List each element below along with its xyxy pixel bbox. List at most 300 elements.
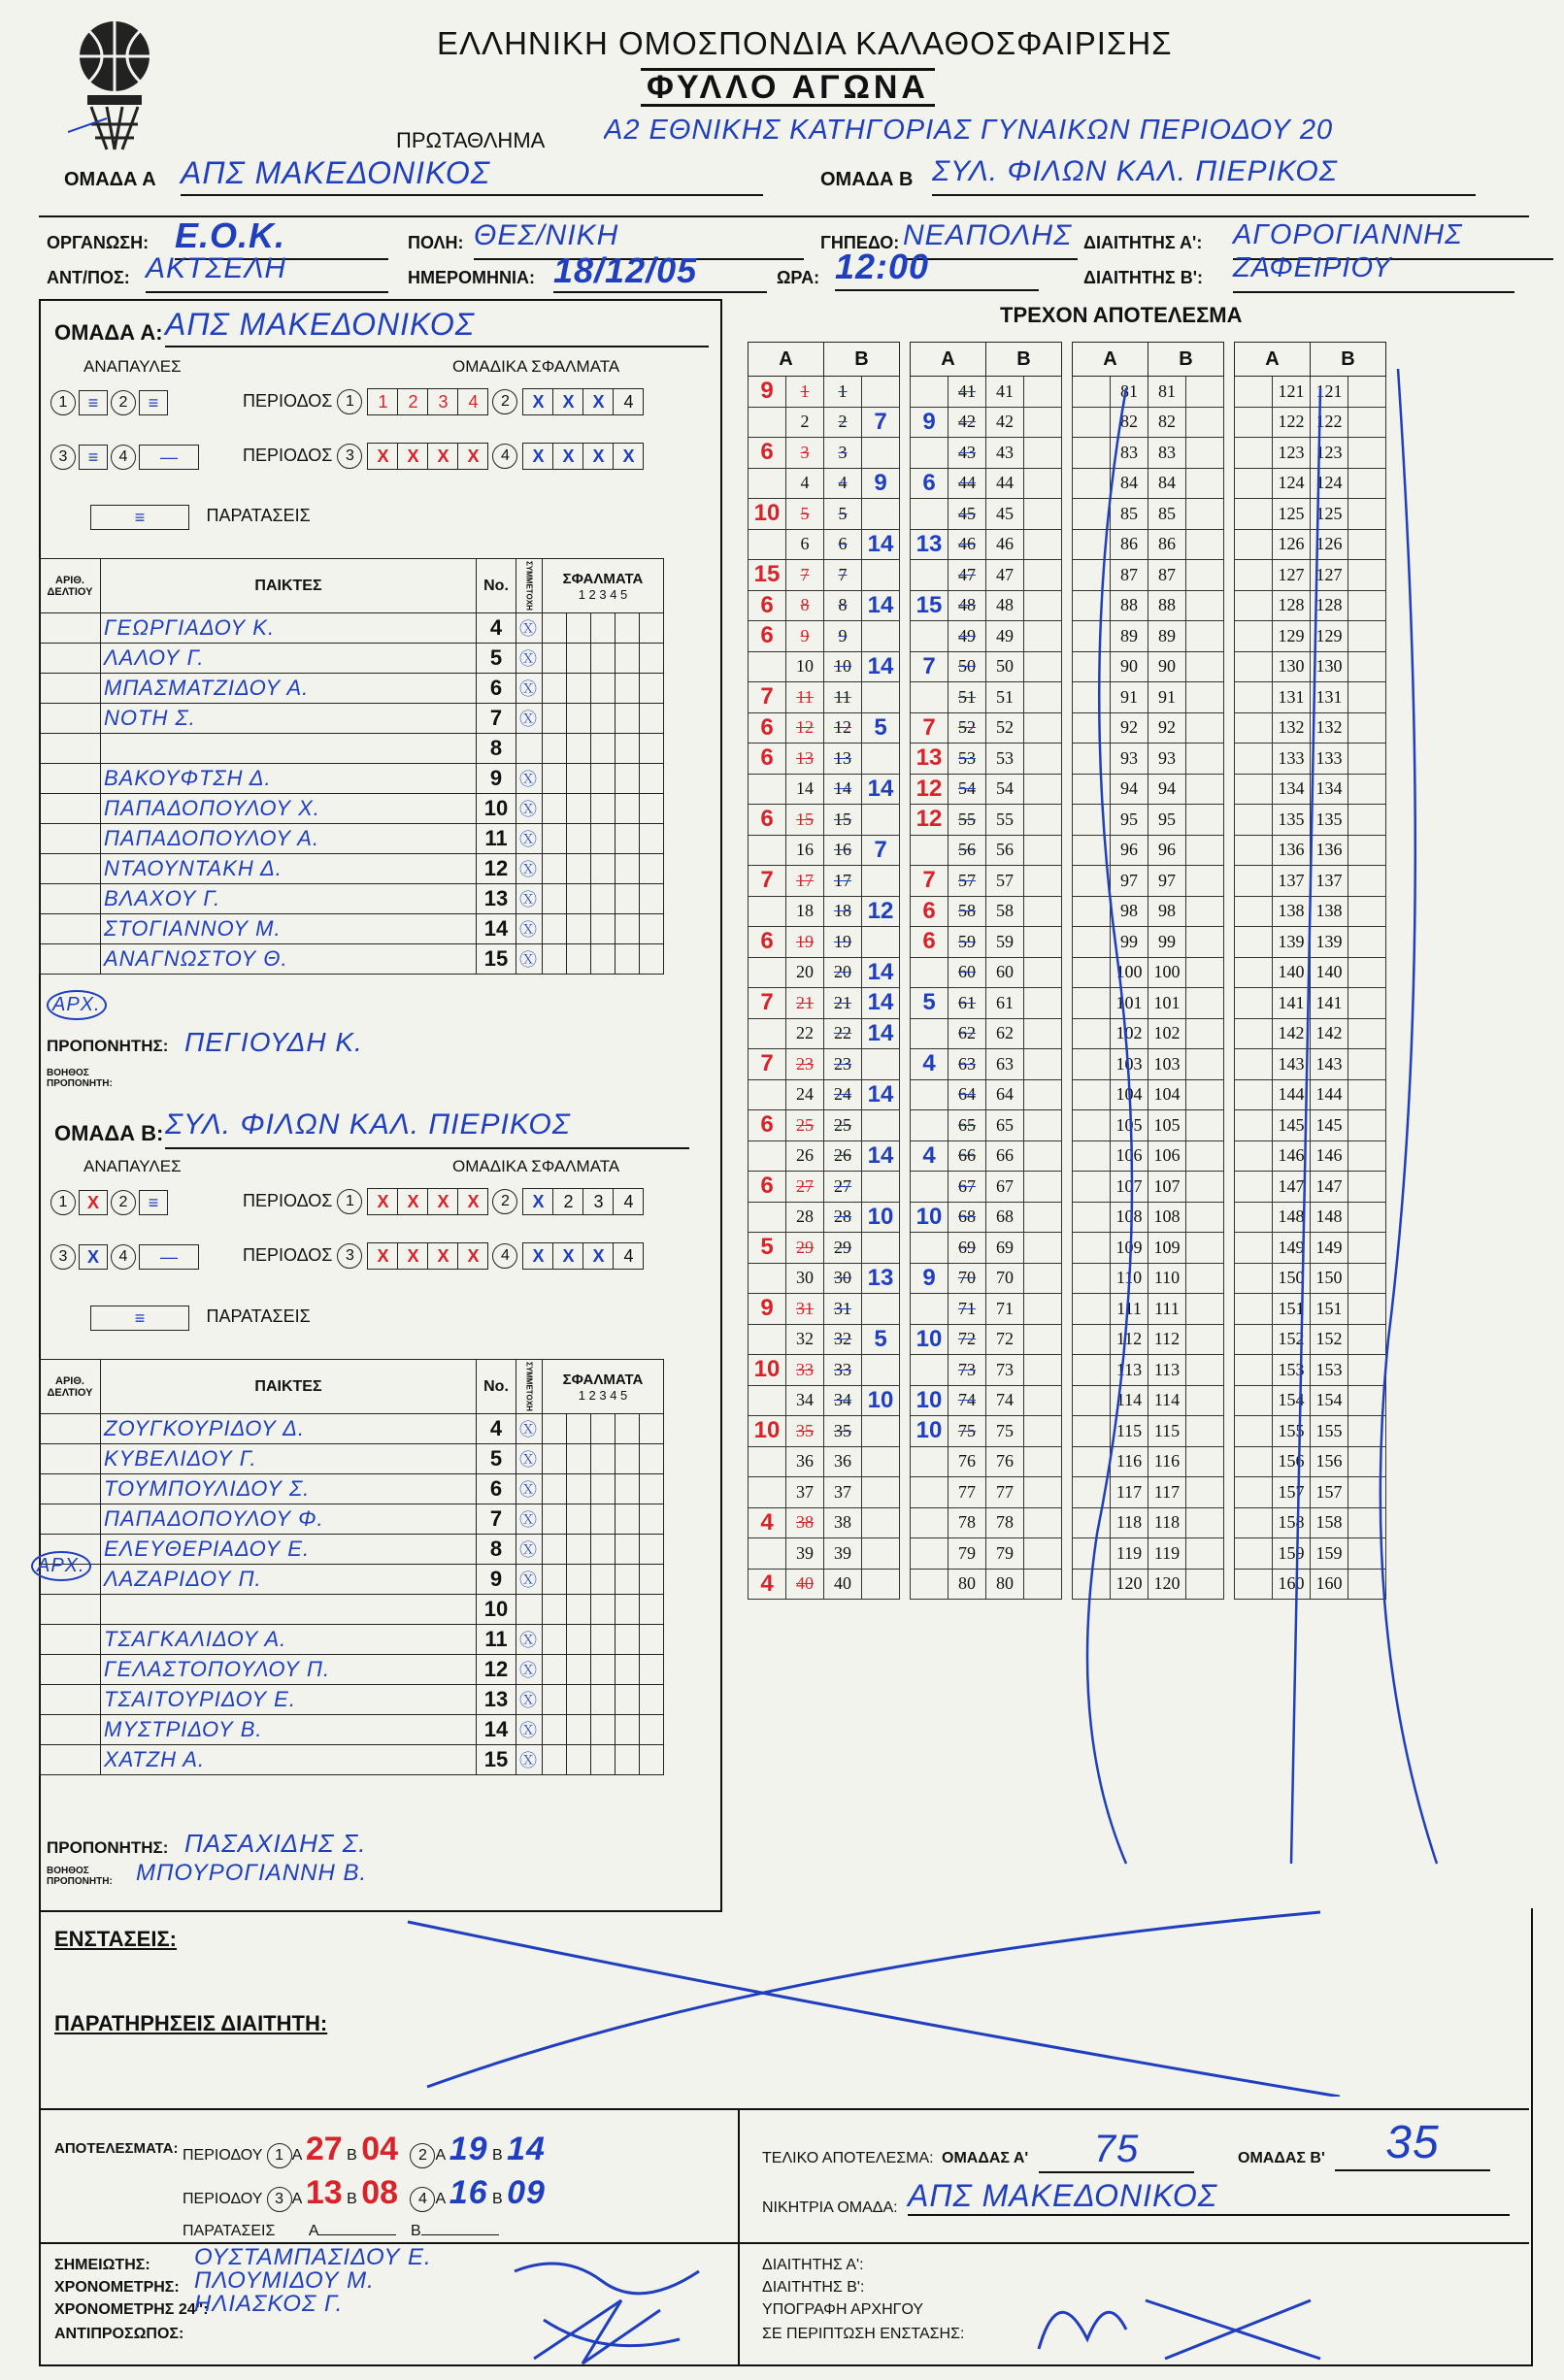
score-a-mark[interactable]	[1235, 499, 1273, 530]
score-a-number[interactable]: 46	[948, 529, 986, 560]
score-a-mark[interactable]: 7	[749, 988, 786, 1019]
score-a-mark[interactable]: 13	[911, 744, 948, 775]
score-b-mark[interactable]: 7	[862, 835, 900, 866]
score-b-number[interactable]: 82	[1148, 407, 1186, 438]
score-b-number[interactable]: 81	[1148, 377, 1186, 408]
score-b-mark[interactable]: 5	[862, 712, 900, 744]
score-a-number[interactable]: 102	[1111, 1018, 1148, 1049]
score-a-number[interactable]: 68	[948, 1202, 986, 1233]
played-mark[interactable]: Ⓧ	[516, 674, 543, 704]
score-a-mark[interactable]	[1073, 866, 1111, 897]
score-a-number[interactable]: 137	[1273, 866, 1311, 897]
score-a-mark[interactable]	[749, 468, 786, 499]
player-name[interactable]: ΛΑΖΑΡΙΔΟΥ Π.	[101, 1565, 477, 1595]
foul-cell[interactable]	[543, 734, 567, 764]
score-b-mark[interactable]	[862, 866, 900, 897]
player-number[interactable]: 7	[477, 704, 516, 734]
score-b-mark[interactable]	[1186, 377, 1224, 408]
score-b-mark[interactable]	[1186, 529, 1224, 560]
score-b-number[interactable]: 62	[986, 1018, 1024, 1049]
score-a-number[interactable]: 83	[1111, 438, 1148, 469]
score-a-number[interactable]: 110	[1111, 1263, 1148, 1294]
score-b-number[interactable]: 134	[1311, 774, 1348, 805]
score-b-number[interactable]: 21	[824, 988, 862, 1019]
score-b-number[interactable]: 3	[824, 438, 862, 469]
foul-cell[interactable]	[616, 1685, 640, 1715]
score-a-mark[interactable]	[1073, 1324, 1111, 1355]
player-name[interactable]: ΜΠΑΣΜΑΤΖΙΔΟΥ Α.	[101, 674, 477, 704]
score-b-number[interactable]: 42	[986, 407, 1024, 438]
score-a-number[interactable]: 158	[1273, 1507, 1311, 1538]
player-name[interactable]	[101, 734, 477, 764]
score-b-number[interactable]: 128	[1311, 590, 1348, 621]
player-name[interactable]: ΠΑΠΑΔΟΠΟΥΛΟΥ Φ.	[101, 1504, 477, 1535]
score-a-number[interactable]: 7	[786, 560, 824, 591]
score-a-number[interactable]: 20	[786, 957, 824, 988]
player-number[interactable]: 12	[477, 854, 516, 884]
score-a-mark[interactable]	[911, 1110, 948, 1141]
score-b-number[interactable]: 139	[1311, 927, 1348, 958]
score-a-mark[interactable]	[1235, 1263, 1273, 1294]
score-b-number[interactable]: 87	[1148, 560, 1186, 591]
score-b-mark[interactable]	[862, 1538, 900, 1570]
score-a-number[interactable]: 56	[948, 835, 986, 866]
score-a-mark[interactable]	[1235, 1110, 1273, 1141]
score-a-number[interactable]: 91	[1111, 682, 1148, 713]
score-b-number[interactable]: 75	[986, 1416, 1024, 1447]
score-b-mark[interactable]	[1024, 651, 1062, 682]
score-a-mark[interactable]: 13	[911, 529, 948, 560]
score-b-mark[interactable]	[862, 1569, 900, 1600]
foul-cell[interactable]	[591, 944, 616, 975]
foul-cell[interactable]	[640, 1504, 664, 1535]
p4-b-score[interactable]: 09	[507, 2174, 546, 2211]
score-a-mark[interactable]	[911, 1569, 948, 1600]
score-a-mark[interactable]	[911, 1079, 948, 1110]
score-b-number[interactable]: 25	[824, 1110, 862, 1141]
score-a-mark[interactable]: 10	[749, 1355, 786, 1386]
score-b-mark[interactable]	[1186, 682, 1224, 713]
score-b-mark[interactable]	[1024, 957, 1062, 988]
foul-cell[interactable]	[543, 1504, 567, 1535]
score-a-mark[interactable]	[749, 1538, 786, 1570]
score-b-number[interactable]: 94	[1148, 774, 1186, 805]
score-a-number[interactable]: 13	[786, 744, 824, 775]
score-a-number[interactable]: 148	[1273, 1202, 1311, 1233]
score-b-number[interactable]: 142	[1311, 1018, 1348, 1049]
score-b-number[interactable]: 150	[1311, 1263, 1348, 1294]
score-a-number[interactable]: 47	[948, 560, 986, 591]
score-b-mark[interactable]	[1024, 1477, 1062, 1508]
score-b-number[interactable]: 68	[986, 1202, 1024, 1233]
score-b-mark[interactable]	[1024, 407, 1062, 438]
foul-cell[interactable]	[640, 884, 664, 914]
score-a-mark[interactable]	[911, 682, 948, 713]
score-a-number[interactable]: 53	[948, 744, 986, 775]
score-b-number[interactable]: 110	[1148, 1263, 1186, 1294]
score-b-number[interactable]: 69	[986, 1233, 1024, 1264]
foul-cell[interactable]	[567, 1715, 591, 1745]
player-number[interactable]: 11	[477, 824, 516, 854]
score-b-number[interactable]: 32	[824, 1324, 862, 1355]
score-b-number[interactable]: 47	[986, 560, 1024, 591]
score-b-number[interactable]: 159	[1311, 1538, 1348, 1570]
score-a-mark[interactable]	[1235, 1018, 1273, 1049]
foul-box[interactable]: X	[457, 1188, 488, 1215]
played-mark[interactable]: Ⓧ	[516, 1535, 543, 1565]
score-a-mark[interactable]	[749, 1477, 786, 1508]
score-a-mark[interactable]	[1073, 1477, 1111, 1508]
foul-cell[interactable]	[616, 1595, 640, 1625]
overtime-box[interactable]: ≡	[90, 505, 189, 530]
score-b-number[interactable]: 104	[1148, 1079, 1186, 1110]
score-b-number[interactable]: 85	[1148, 499, 1186, 530]
score-a-mark[interactable]	[1073, 590, 1111, 621]
score-b-mark[interactable]	[1186, 712, 1224, 744]
score-a-mark[interactable]	[1073, 1355, 1111, 1386]
foul-cell[interactable]	[616, 1745, 640, 1775]
score-a-number[interactable]: 116	[1111, 1446, 1148, 1477]
timeout-box[interactable]: ≡	[79, 445, 108, 470]
foul-box[interactable]: 3	[427, 388, 458, 415]
score-a-number[interactable]: 109	[1111, 1233, 1148, 1264]
score-b-mark[interactable]	[1024, 1294, 1062, 1325]
score-b-mark[interactable]	[1024, 866, 1062, 897]
score-b-number[interactable]: 12	[824, 712, 862, 744]
score-b-mark[interactable]	[1186, 1172, 1224, 1203]
score-b-number[interactable]: 127	[1311, 560, 1348, 591]
score-a-mark[interactable]	[1073, 1079, 1111, 1110]
foul-cell[interactable]	[543, 1715, 567, 1745]
score-b-mark[interactable]	[1348, 866, 1386, 897]
score-a-mark[interactable]	[1073, 1172, 1111, 1203]
played-mark[interactable]: Ⓧ	[516, 1474, 543, 1504]
player-name[interactable]: ΧΑΤΖΗ Α.	[101, 1745, 477, 1775]
score-a-mark[interactable]	[749, 774, 786, 805]
score-b-mark[interactable]	[1186, 866, 1224, 897]
score-b-mark[interactable]	[1348, 499, 1386, 530]
score-a-number[interactable]: 3	[786, 438, 824, 469]
score-a-number[interactable]: 67	[948, 1172, 986, 1203]
player-name[interactable]: ΝΟΤΗ Σ.	[101, 704, 477, 734]
foul-cell[interactable]	[567, 794, 591, 824]
score-a-mark[interactable]	[1073, 957, 1111, 988]
score-b-mark[interactable]	[862, 927, 900, 958]
score-a-mark[interactable]	[1235, 377, 1273, 408]
score-b-mark[interactable]	[1348, 1385, 1386, 1416]
score-b-mark[interactable]	[1024, 499, 1062, 530]
score-b-mark[interactable]	[1348, 1079, 1386, 1110]
score-a-number[interactable]: 43	[948, 438, 986, 469]
player-number[interactable]: 5	[477, 644, 516, 674]
score-b-mark[interactable]	[1186, 590, 1224, 621]
foul-cell[interactable]	[640, 1655, 664, 1685]
score-b-number[interactable]: 53	[986, 744, 1024, 775]
score-b-mark[interactable]	[1024, 1202, 1062, 1233]
foul-box[interactable]: X	[427, 443, 458, 470]
score-b-number[interactable]: 103	[1148, 1049, 1186, 1080]
score-a-number[interactable]: 70	[948, 1263, 986, 1294]
player-name[interactable]: ΕΛΕΥΘΕΡΙΑΔΟΥ Ε.	[101, 1535, 477, 1565]
score-a-number[interactable]: 155	[1273, 1416, 1311, 1447]
foul-box[interactable]: X	[397, 1188, 428, 1215]
score-a-number[interactable]: 37	[786, 1477, 824, 1508]
score-a-mark[interactable]: 6	[749, 805, 786, 836]
foul-box[interactable]: X	[522, 1188, 553, 1215]
score-a-mark[interactable]	[1235, 896, 1273, 927]
score-b-number[interactable]: 151	[1311, 1294, 1348, 1325]
score-a-number[interactable]: 105	[1111, 1110, 1148, 1141]
foul-cell[interactable]	[567, 613, 591, 644]
score-b-number[interactable]: 64	[986, 1079, 1024, 1110]
foul-cell[interactable]	[616, 1414, 640, 1444]
score-b-mark[interactable]	[1348, 744, 1386, 775]
score-b-number[interactable]: 22	[824, 1018, 862, 1049]
score-b-mark[interactable]	[1348, 1324, 1386, 1355]
foul-cell[interactable]	[640, 734, 664, 764]
score-a-number[interactable]: 49	[948, 621, 986, 652]
timeout-box[interactable]: ≡	[139, 1190, 168, 1215]
score-b-number[interactable]: 65	[986, 1110, 1024, 1141]
score-a-number[interactable]: 130	[1273, 651, 1311, 682]
score-b-number[interactable]: 124	[1311, 468, 1348, 499]
score-b-number[interactable]: 148	[1311, 1202, 1348, 1233]
score-a-mark[interactable]: 6	[749, 712, 786, 744]
score-a-mark[interactable]	[1235, 1385, 1273, 1416]
score-a-number[interactable]: 113	[1111, 1355, 1148, 1386]
score-a-number[interactable]: 156	[1273, 1446, 1311, 1477]
score-b-number[interactable]: 143	[1311, 1049, 1348, 1080]
score-b-number[interactable]: 71	[986, 1294, 1024, 1325]
score-b-mark[interactable]	[862, 1355, 900, 1386]
score-b-mark[interactable]	[1186, 927, 1224, 958]
score-a-mark[interactable]	[749, 957, 786, 988]
foul-cell[interactable]	[640, 644, 664, 674]
score-a-number[interactable]: 72	[948, 1324, 986, 1355]
played-mark[interactable]: Ⓧ	[516, 1685, 543, 1715]
timeout-box[interactable]: —	[139, 445, 199, 470]
score-b-number[interactable]: 61	[986, 988, 1024, 1019]
foul-cell[interactable]	[591, 884, 616, 914]
score-a-number[interactable]: 103	[1111, 1049, 1148, 1080]
score-b-mark[interactable]	[1024, 744, 1062, 775]
score-b-number[interactable]: 49	[986, 621, 1024, 652]
score-a-mark[interactable]	[1073, 896, 1111, 927]
score-b-number[interactable]: 115	[1148, 1416, 1186, 1447]
score-a-number[interactable]: 153	[1273, 1355, 1311, 1386]
score-b-mark[interactable]	[1024, 560, 1062, 591]
score-a-number[interactable]: 143	[1273, 1049, 1311, 1080]
score-a-mark[interactable]	[1235, 529, 1273, 560]
foul-box[interactable]: X	[457, 1242, 488, 1270]
score-b-number[interactable]: 17	[824, 866, 862, 897]
foul-cell[interactable]	[567, 1535, 591, 1565]
score-b-number[interactable]: 23	[824, 1049, 862, 1080]
foul-cell[interactable]	[591, 1655, 616, 1685]
score-b-mark[interactable]	[1186, 1140, 1224, 1172]
foul-cell[interactable]	[567, 704, 591, 734]
score-b-mark[interactable]	[1024, 712, 1062, 744]
score-a-number[interactable]: 86	[1111, 529, 1148, 560]
foul-cell[interactable]	[567, 1474, 591, 1504]
score-a-number[interactable]: 106	[1111, 1140, 1148, 1172]
score-a-mark[interactable]	[911, 1538, 948, 1570]
score-b-mark[interactable]	[1186, 1110, 1224, 1141]
score-a-mark[interactable]	[1235, 1569, 1273, 1600]
score-a-number[interactable]: 65	[948, 1110, 986, 1141]
score-a-number[interactable]: 76	[948, 1446, 986, 1477]
foul-box[interactable]: X	[397, 1242, 428, 1270]
score-a-number[interactable]: 97	[1111, 866, 1148, 897]
score-b-mark[interactable]	[1024, 1507, 1062, 1538]
score-b-number[interactable]: 14	[824, 774, 862, 805]
city-value[interactable]: ΘΕΣ/ΝΙΚΗ	[474, 219, 804, 260]
score-b-mark[interactable]	[862, 682, 900, 713]
score-a-mark[interactable]: 7	[749, 682, 786, 713]
timeout-box[interactable]: ≡	[139, 390, 168, 415]
score-a-mark[interactable]: 12	[911, 805, 948, 836]
score-a-number[interactable]: 87	[1111, 560, 1148, 591]
score-b-mark[interactable]	[1348, 438, 1386, 469]
score-a-number[interactable]: 58	[948, 896, 986, 927]
score-b-mark[interactable]	[1348, 1538, 1386, 1570]
score-b-mark[interactable]	[1348, 651, 1386, 682]
score-a-number[interactable]: 62	[948, 1018, 986, 1049]
player-number[interactable]: 12	[477, 1655, 516, 1685]
score-a-number[interactable]: 123	[1273, 438, 1311, 469]
foul-cell[interactable]	[616, 854, 640, 884]
score-b-number[interactable]: 6	[824, 529, 862, 560]
score-b-number[interactable]: 155	[1311, 1416, 1348, 1447]
team-a-value[interactable]: ΑΠΣ ΜΑΚΕΔΟΝΙΚΟΣ	[181, 155, 763, 196]
score-b-number[interactable]: 137	[1311, 866, 1348, 897]
score-a-number[interactable]: 90	[1111, 651, 1148, 682]
score-a-mark[interactable]	[1073, 1263, 1111, 1294]
score-a-mark[interactable]	[1235, 1172, 1273, 1203]
foul-box[interactable]: X	[552, 388, 583, 415]
foul-cell[interactable]	[543, 1655, 567, 1685]
player-name[interactable]: ΤΣΑΙΤΟΥΡΙΔΟΥ Ε.	[101, 1685, 477, 1715]
played-mark[interactable]: Ⓧ	[516, 1414, 543, 1444]
score-b-mark[interactable]	[1186, 1079, 1224, 1110]
score-b-number[interactable]: 73	[986, 1355, 1024, 1386]
player-number[interactable]: 7	[477, 1504, 516, 1535]
score-b-number[interactable]: 130	[1311, 651, 1348, 682]
score-b-number[interactable]: 153	[1311, 1355, 1348, 1386]
score-b-mark[interactable]	[1024, 1416, 1062, 1447]
score-b-number[interactable]: 59	[986, 927, 1024, 958]
foul-cell[interactable]	[567, 644, 591, 674]
score-b-number[interactable]: 33	[824, 1355, 862, 1386]
score-b-mark[interactable]	[862, 1172, 900, 1203]
score-b-mark[interactable]	[1024, 1079, 1062, 1110]
foul-cell[interactable]	[567, 914, 591, 944]
score-a-number[interactable]: 57	[948, 866, 986, 897]
score-a-number[interactable]: 82	[1111, 407, 1148, 438]
timer-value[interactable]: ΠΛΟΥΜΙΔΟΥ Μ.	[194, 2267, 375, 2294]
score-a-mark[interactable]	[749, 896, 786, 927]
ref-a-value[interactable]: ΑΓΟΡΟΓΙΑΝΝΗΣ	[1233, 219, 1553, 260]
score-b-mark[interactable]	[1024, 1385, 1062, 1416]
score-a-number[interactable]: 17	[786, 866, 824, 897]
score-a-mark[interactable]	[1235, 560, 1273, 591]
score-b-number[interactable]: 98	[1148, 896, 1186, 927]
score-b-number[interactable]: 30	[824, 1263, 862, 1294]
score-b-number[interactable]: 133	[1311, 744, 1348, 775]
foul-box[interactable]: X	[582, 1242, 614, 1270]
score-b-mark[interactable]	[1186, 988, 1224, 1019]
score-b-mark[interactable]	[1348, 1355, 1386, 1386]
score-a-number[interactable]: 138	[1273, 896, 1311, 927]
score-a-mark[interactable]	[1235, 407, 1273, 438]
score-a-mark[interactable]	[1073, 744, 1111, 775]
foul-cell[interactable]	[640, 764, 664, 794]
score-b-number[interactable]: 108	[1148, 1202, 1186, 1233]
score-a-mark[interactable]	[911, 560, 948, 591]
score-b-mark[interactable]	[1348, 896, 1386, 927]
score-a-mark[interactable]	[749, 651, 786, 682]
foul-box[interactable]: X	[552, 1242, 583, 1270]
score-b-mark[interactable]	[1348, 1507, 1386, 1538]
score-a-number[interactable]: 135	[1273, 805, 1311, 836]
score-a-number[interactable]: 115	[1111, 1416, 1148, 1447]
score-a-number[interactable]: 89	[1111, 621, 1148, 652]
player-number[interactable]: 15	[477, 944, 516, 975]
score-a-number[interactable]: 128	[1273, 590, 1311, 621]
score-b-mark[interactable]	[1348, 712, 1386, 744]
score-a-mark[interactable]: 10	[911, 1324, 948, 1355]
score-b-mark[interactable]	[1024, 1538, 1062, 1570]
score-a-mark[interactable]	[1235, 866, 1273, 897]
score-a-mark[interactable]: 7	[749, 1049, 786, 1080]
score-a-mark[interactable]: 4	[749, 1507, 786, 1538]
foul-cell[interactable]	[567, 824, 591, 854]
foul-cell[interactable]	[616, 734, 640, 764]
foul-cell[interactable]	[591, 854, 616, 884]
score-b-number[interactable]: 15	[824, 805, 862, 836]
score-a-number[interactable]: 39	[786, 1538, 824, 1570]
score-b-mark[interactable]	[1348, 529, 1386, 560]
score-a-mark[interactable]	[1073, 1018, 1111, 1049]
score-b-number[interactable]: 119	[1148, 1538, 1186, 1570]
score-a-mark[interactable]: 10	[911, 1416, 948, 1447]
score-a-mark[interactable]	[749, 835, 786, 866]
score-a-mark[interactable]	[1235, 774, 1273, 805]
score-b-mark[interactable]	[862, 1233, 900, 1264]
score-a-mark[interactable]	[911, 621, 948, 652]
played-mark[interactable]: Ⓧ	[516, 1625, 543, 1655]
foul-cell[interactable]	[543, 1444, 567, 1474]
player-name[interactable]: ΓΕΩΡΓΙΑΔΟΥ Κ.	[101, 613, 477, 644]
score-b-mark[interactable]	[1186, 1049, 1224, 1080]
score-b-number[interactable]: 117	[1148, 1477, 1186, 1508]
score-b-mark[interactable]	[1024, 927, 1062, 958]
score-b-number[interactable]: 10	[824, 651, 862, 682]
score-a-mark[interactable]	[911, 1507, 948, 1538]
score-a-number[interactable]: 51	[948, 682, 986, 713]
foul-cell[interactable]	[616, 1655, 640, 1685]
score-b-number[interactable]: 84	[1148, 468, 1186, 499]
score-a-number[interactable]: 88	[1111, 590, 1148, 621]
score-a-number[interactable]: 54	[948, 774, 986, 805]
score-a-number[interactable]: 48	[948, 590, 986, 621]
foul-box[interactable]: X	[582, 388, 614, 415]
score-a-number[interactable]: 71	[948, 1294, 986, 1325]
foul-cell[interactable]	[616, 704, 640, 734]
score-a-mark[interactable]: 6	[749, 438, 786, 469]
score-b-number[interactable]: 16	[824, 835, 862, 866]
score-b-mark[interactable]	[862, 1416, 900, 1447]
